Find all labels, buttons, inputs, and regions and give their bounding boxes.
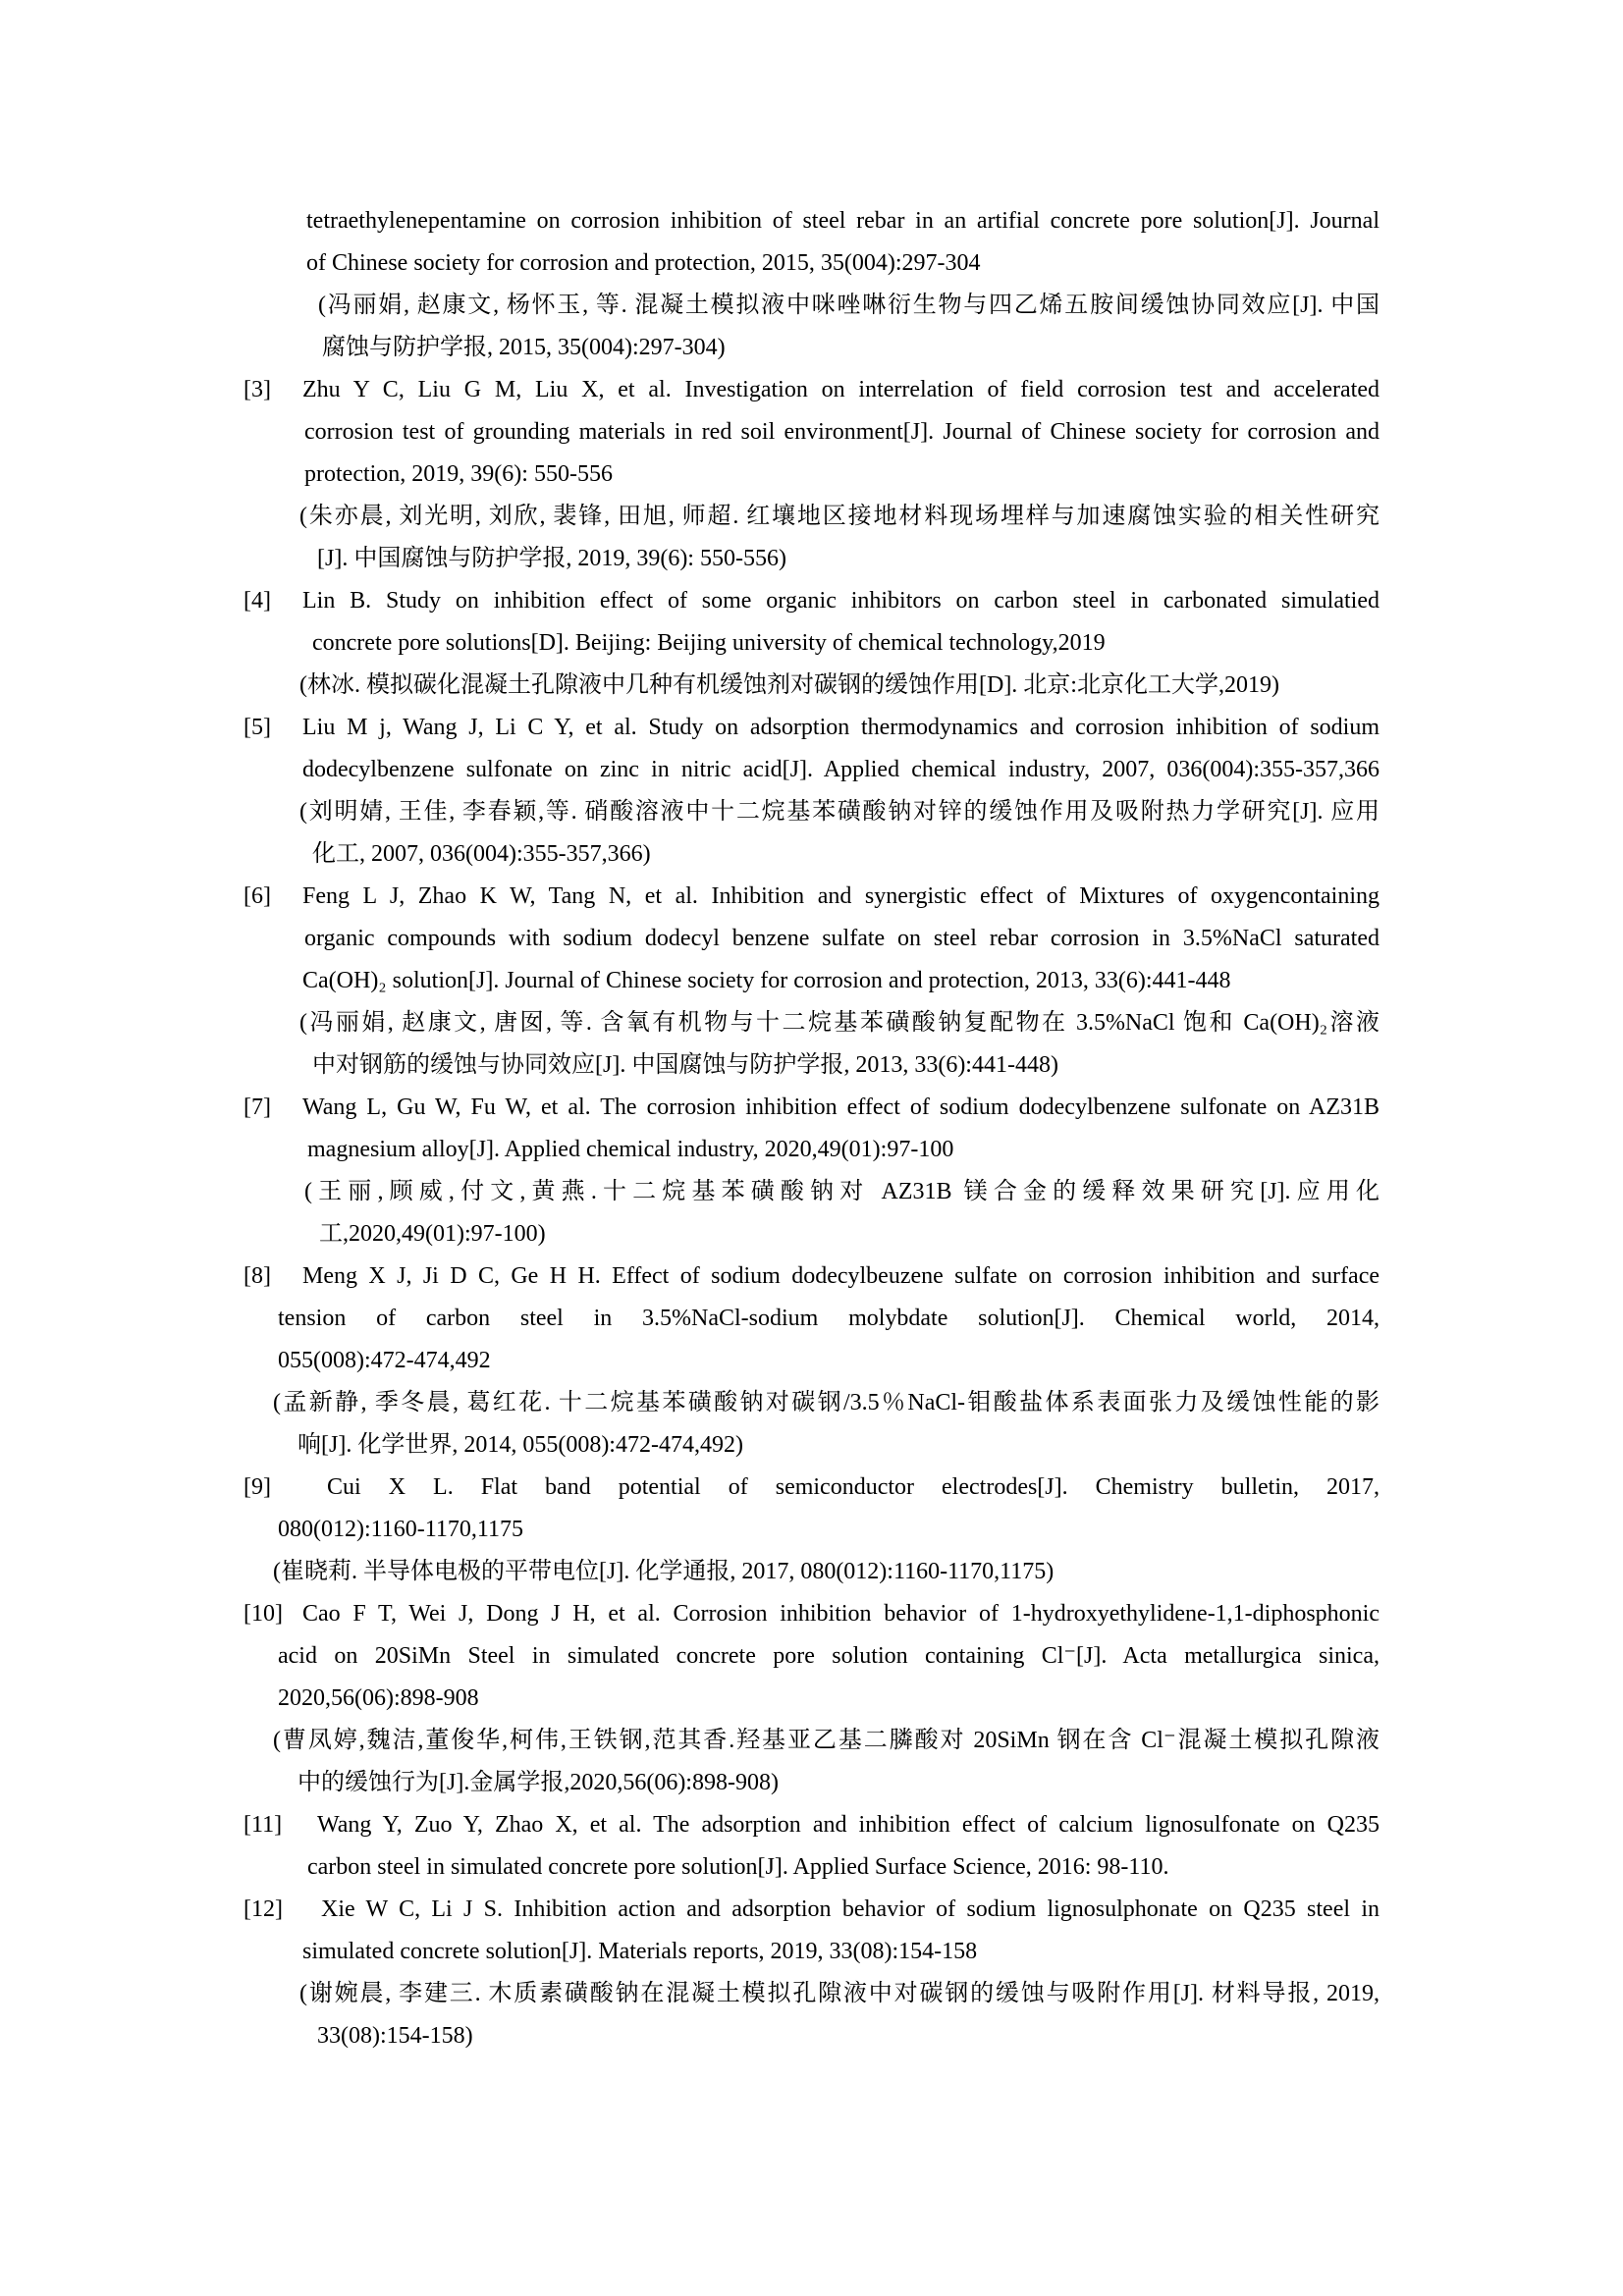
reference-line <box>243 1593 1380 1635</box>
reference-line <box>243 749 1380 791</box>
reference-number: [3] <box>243 377 271 402</box>
reference-text: Cui X L. Flat band potential of semiconductor electrodes[J]. Chemistry bulletin, 2017, <box>327 1474 1380 1500</box>
reference-line <box>243 369 1380 411</box>
reference-text: 080(012):1160-1170,1175 <box>278 1517 523 1542</box>
reference-text: 化工, 2007, 036(004):355-357,366) <box>312 841 651 867</box>
reference-number: [12] <box>243 1896 283 1922</box>
reference-text: (崔晓莉. 半导体电极的平带电位[J]. 化学通报, 2017, 080(012):1160-1170,1175) <box>273 1559 1055 1584</box>
reference-text: tetraethylenepentamine on corrosion inhibition of steel rebar in an artifial concrete pore solution[J]. Journal <box>306 208 1380 234</box>
reference-entry <box>243 1889 1380 2057</box>
reference-text: 2020,56(06):898-908 <box>278 1685 479 1711</box>
reference-line <box>243 960 1380 1002</box>
reference-line <box>243 622 1380 665</box>
reference-text: Zhu Y C, Liu G M, Liu X, et al. Investigation on interrelation of field corrosion test and accelerated <box>302 377 1380 402</box>
reference-number: [9] <box>243 1474 271 1500</box>
reference-line <box>243 1509 1380 1551</box>
reference-line <box>243 833 1380 876</box>
reference-text: 中的缓蚀行为[J].金属学报,2020,56(06):898-908) <box>298 1770 779 1795</box>
reference-line <box>243 791 1380 833</box>
reference-line <box>243 1931 1380 1973</box>
reference-text: simulated concrete solution[J]. Materials reports, 2019, 33(08):154-158 <box>302 1939 978 1964</box>
reference-line <box>243 1424 1380 1467</box>
reference-line <box>243 327 1380 369</box>
reference-line <box>243 1635 1380 1678</box>
reference-text: acid on 20SiMn Steel in simulated concrete pore solution containing Cl⁻[J]. Acta metallurgica sinica, <box>278 1643 1380 1669</box>
reference-text: (刘明婧, 王佳, 李春颖,等. 硝酸溶液中十二烷基苯磺酸钠对锌的缓蚀作用及吸附热力学研究[J]. 应用 <box>299 799 1380 825</box>
reference-text: corrosion test of grounding materials in red soil environment[J]. Journal of Chinese society for corrosion and <box>304 419 1380 445</box>
reference-text: protection, 2019, 39(6): 550-556 <box>304 461 613 487</box>
reference-line <box>243 1044 1380 1087</box>
reference-text: Feng L J, Zhao K W, Tang N, et al. Inhibition and synergistic effect of Mixtures of oxygencontaining <box>302 883 1380 909</box>
reference-number: [8] <box>243 1263 271 1289</box>
reference-line <box>243 876 1380 918</box>
reference-text: dodecylbenzene sulfonate on zinc in nitric acid[J]. Applied chemical industry, 2007, 036(004):355-357,366 <box>302 757 1380 782</box>
reference-text: Wang Y, Zuo Y, Zhao X, et al. The adsorption and inhibition effect of calcium lignosulfonate on Q235 <box>317 1812 1380 1838</box>
reference-number: [7] <box>243 1095 271 1120</box>
reference-text: carbon steel in simulated concrete pore solution[J]. Applied Surface Science, 2016: 98-110. <box>307 1854 1169 1880</box>
reference-line <box>243 538 1380 580</box>
reference-line <box>243 2015 1380 2057</box>
reference-text: tension of carbon steel in 3.5%NaCl-sodium molybdate solution[J]. Chemical world, 2014, <box>278 1306 1380 1331</box>
reference-line <box>243 1720 1380 1762</box>
reference-entry <box>243 580 1380 707</box>
reference-text: 响[J]. 化学世界, 2014, 055(008):472-474,492) <box>298 1432 743 1458</box>
reference-entry <box>243 1467 1380 1593</box>
reference-line <box>243 1087 1380 1129</box>
reference-line <box>243 1467 1380 1509</box>
reference-line <box>243 1340 1380 1382</box>
reference-entry <box>243 369 1380 580</box>
reference-line <box>243 1255 1380 1298</box>
reference-text: (王丽,顾威,付文,黄燕.十二烷基苯磺酸钠对 AZ31B 镁合金的缓释效果研究[J].应用化 <box>304 1179 1380 1204</box>
reference-text: (冯丽娟, 赵康文, 唐囡, 等. 含氧有机物与十二烷基苯磺酸钠复配物在 3.5%NaCl 饱和 Ca(OH)₂溶液 <box>299 1010 1380 1036</box>
reference-line <box>243 665 1380 707</box>
reference-number: [10] <box>243 1601 283 1627</box>
reference-text: Lin B. Study on inhibition effect of some organic inhibitors on carbon steel in carbonated simulatied <box>302 588 1380 614</box>
reference-line <box>243 918 1380 960</box>
reference-text: Liu M j, Wang J, Li C Y, et al. Study on adsorption thermodynamics and corrosion inhibition of sodium <box>302 715 1380 740</box>
reference-line <box>243 1678 1380 1720</box>
reference-entry <box>243 876 1380 1087</box>
reference-line <box>243 285 1380 327</box>
reference-line <box>243 200 1380 242</box>
reference-text: Meng X J, Ji D C, Ge H H. Effect of sodium dodecylbeuzene sulfate on corrosion inhibition and surface <box>302 1263 1380 1289</box>
references-list <box>243 200 1380 2057</box>
reference-line <box>243 1762 1380 1804</box>
reference-text: (谢婉晨, 李建三. 木质素磺酸钠在混凝土模拟孔隙液中对碳钢的缓蚀与吸附作用[J]. 材料导报, 2019, <box>299 1981 1380 2006</box>
reference-text: concrete pore solutions[D]. Beijing: Beijing university of chemical technology,2019 <box>312 630 1106 656</box>
reference-text: (林冰. 模拟碳化混凝土孔隙液中几种有机缓蚀剂对碳钢的缓蚀作用[D]. 北京:北京化工大学,2019) <box>299 672 1279 698</box>
reference-line <box>243 496 1380 538</box>
reference-number: [6] <box>243 883 271 909</box>
reference-text: 33(08):154-158) <box>317 2023 473 2049</box>
reference-text: organic compounds with sodium dodecyl benzene sulfate on steel rebar corrosion in 3.5%NaCl saturated <box>304 926 1380 951</box>
reference-text: (孟新静, 季冬晨, 葛红花. 十二烷基苯磺酸钠对碳钢/3.5％NaCl-钼酸盐体系表面张力及缓蚀性能的影 <box>273 1390 1380 1415</box>
reference-entry <box>243 1593 1380 1804</box>
reference-line <box>243 1889 1380 1931</box>
reference-text: 中对钢筋的缓蚀与协同效应[J]. 中国腐蚀与防护学报, 2013, 33(6):441-448) <box>312 1052 1058 1078</box>
reference-line <box>243 1171 1380 1213</box>
reference-line <box>243 1551 1380 1593</box>
reference-entry <box>243 200 1380 369</box>
reference-text: Xie W C, Li J S. Inhibition action and adsorption behavior of sodium lignosulphonate on Q235 steel in <box>321 1896 1380 1922</box>
reference-text: (冯丽娟, 赵康文, 杨怀玉, 等. 混凝土模拟液中咪唑啉衍生物与四乙烯五胺间缓蚀协同效应[J]. 中国 <box>318 293 1380 318</box>
reference-entry <box>243 1804 1380 1889</box>
reference-line <box>243 1129 1380 1171</box>
reference-text: (朱亦晨, 刘光明, 刘欣, 裴锋, 田旭, 师超. 红壤地区接地材料现场埋样与加速腐蚀实验的相关性研究 <box>299 504 1380 529</box>
reference-text: [J]. 中国腐蚀与防护学报, 2019, 39(6): 550-556) <box>317 546 786 571</box>
reference-text: Ca(OH)₂ solution[J]. Journal of Chinese society for corrosion and protection, 2013, 33(6):441-448 <box>302 968 1231 993</box>
reference-line <box>243 707 1380 749</box>
reference-text: 055(008):472-474,492 <box>278 1348 491 1373</box>
reference-number: [4] <box>243 588 271 614</box>
reference-line <box>243 411 1380 454</box>
reference-line <box>243 454 1380 496</box>
reference-text: Wang L, Gu W, Fu W, et al. The corrosion inhibition effect of sodium dodecylbenzene sulfonate on AZ31B <box>302 1095 1380 1120</box>
reference-text: of Chinese society for corrosion and protection, 2015, 35(004):297-304 <box>306 250 981 276</box>
reference-line <box>243 1973 1380 2015</box>
reference-text: 工,2020,49(01):97-100) <box>319 1221 546 1247</box>
reference-text: magnesium alloy[J]. Applied chemical industry, 2020,49(01):97-100 <box>307 1137 954 1162</box>
reference-line <box>243 1002 1380 1044</box>
reference-line <box>243 1804 1380 1846</box>
reference-entry <box>243 707 1380 876</box>
reference-line <box>243 1846 1380 1889</box>
reference-text: Cao F T, Wei J, Dong J H, et al. Corrosion inhibition behavior of 1-hydroxyethylidene-1,1-diphosphonic <box>302 1601 1380 1627</box>
reference-line <box>243 1298 1380 1340</box>
reference-text: (曹凤婷,魏洁,董俊华,柯伟,王铁钢,范其香.羟基亚乙基二膦酸对 20SiMn 钢在含 Cl⁻混凝土模拟孔隙液 <box>273 1728 1380 1753</box>
reference-line <box>243 242 1380 285</box>
reference-number: [5] <box>243 715 271 740</box>
reference-entry <box>243 1087 1380 1255</box>
reference-line <box>243 580 1380 622</box>
reference-line <box>243 1213 1380 1255</box>
reference-number: [11] <box>243 1812 283 1838</box>
reference-text: 腐蚀与防护学报, 2015, 35(004):297-304) <box>322 335 726 360</box>
reference-line <box>243 1382 1380 1424</box>
reference-entry <box>243 1255 1380 1467</box>
